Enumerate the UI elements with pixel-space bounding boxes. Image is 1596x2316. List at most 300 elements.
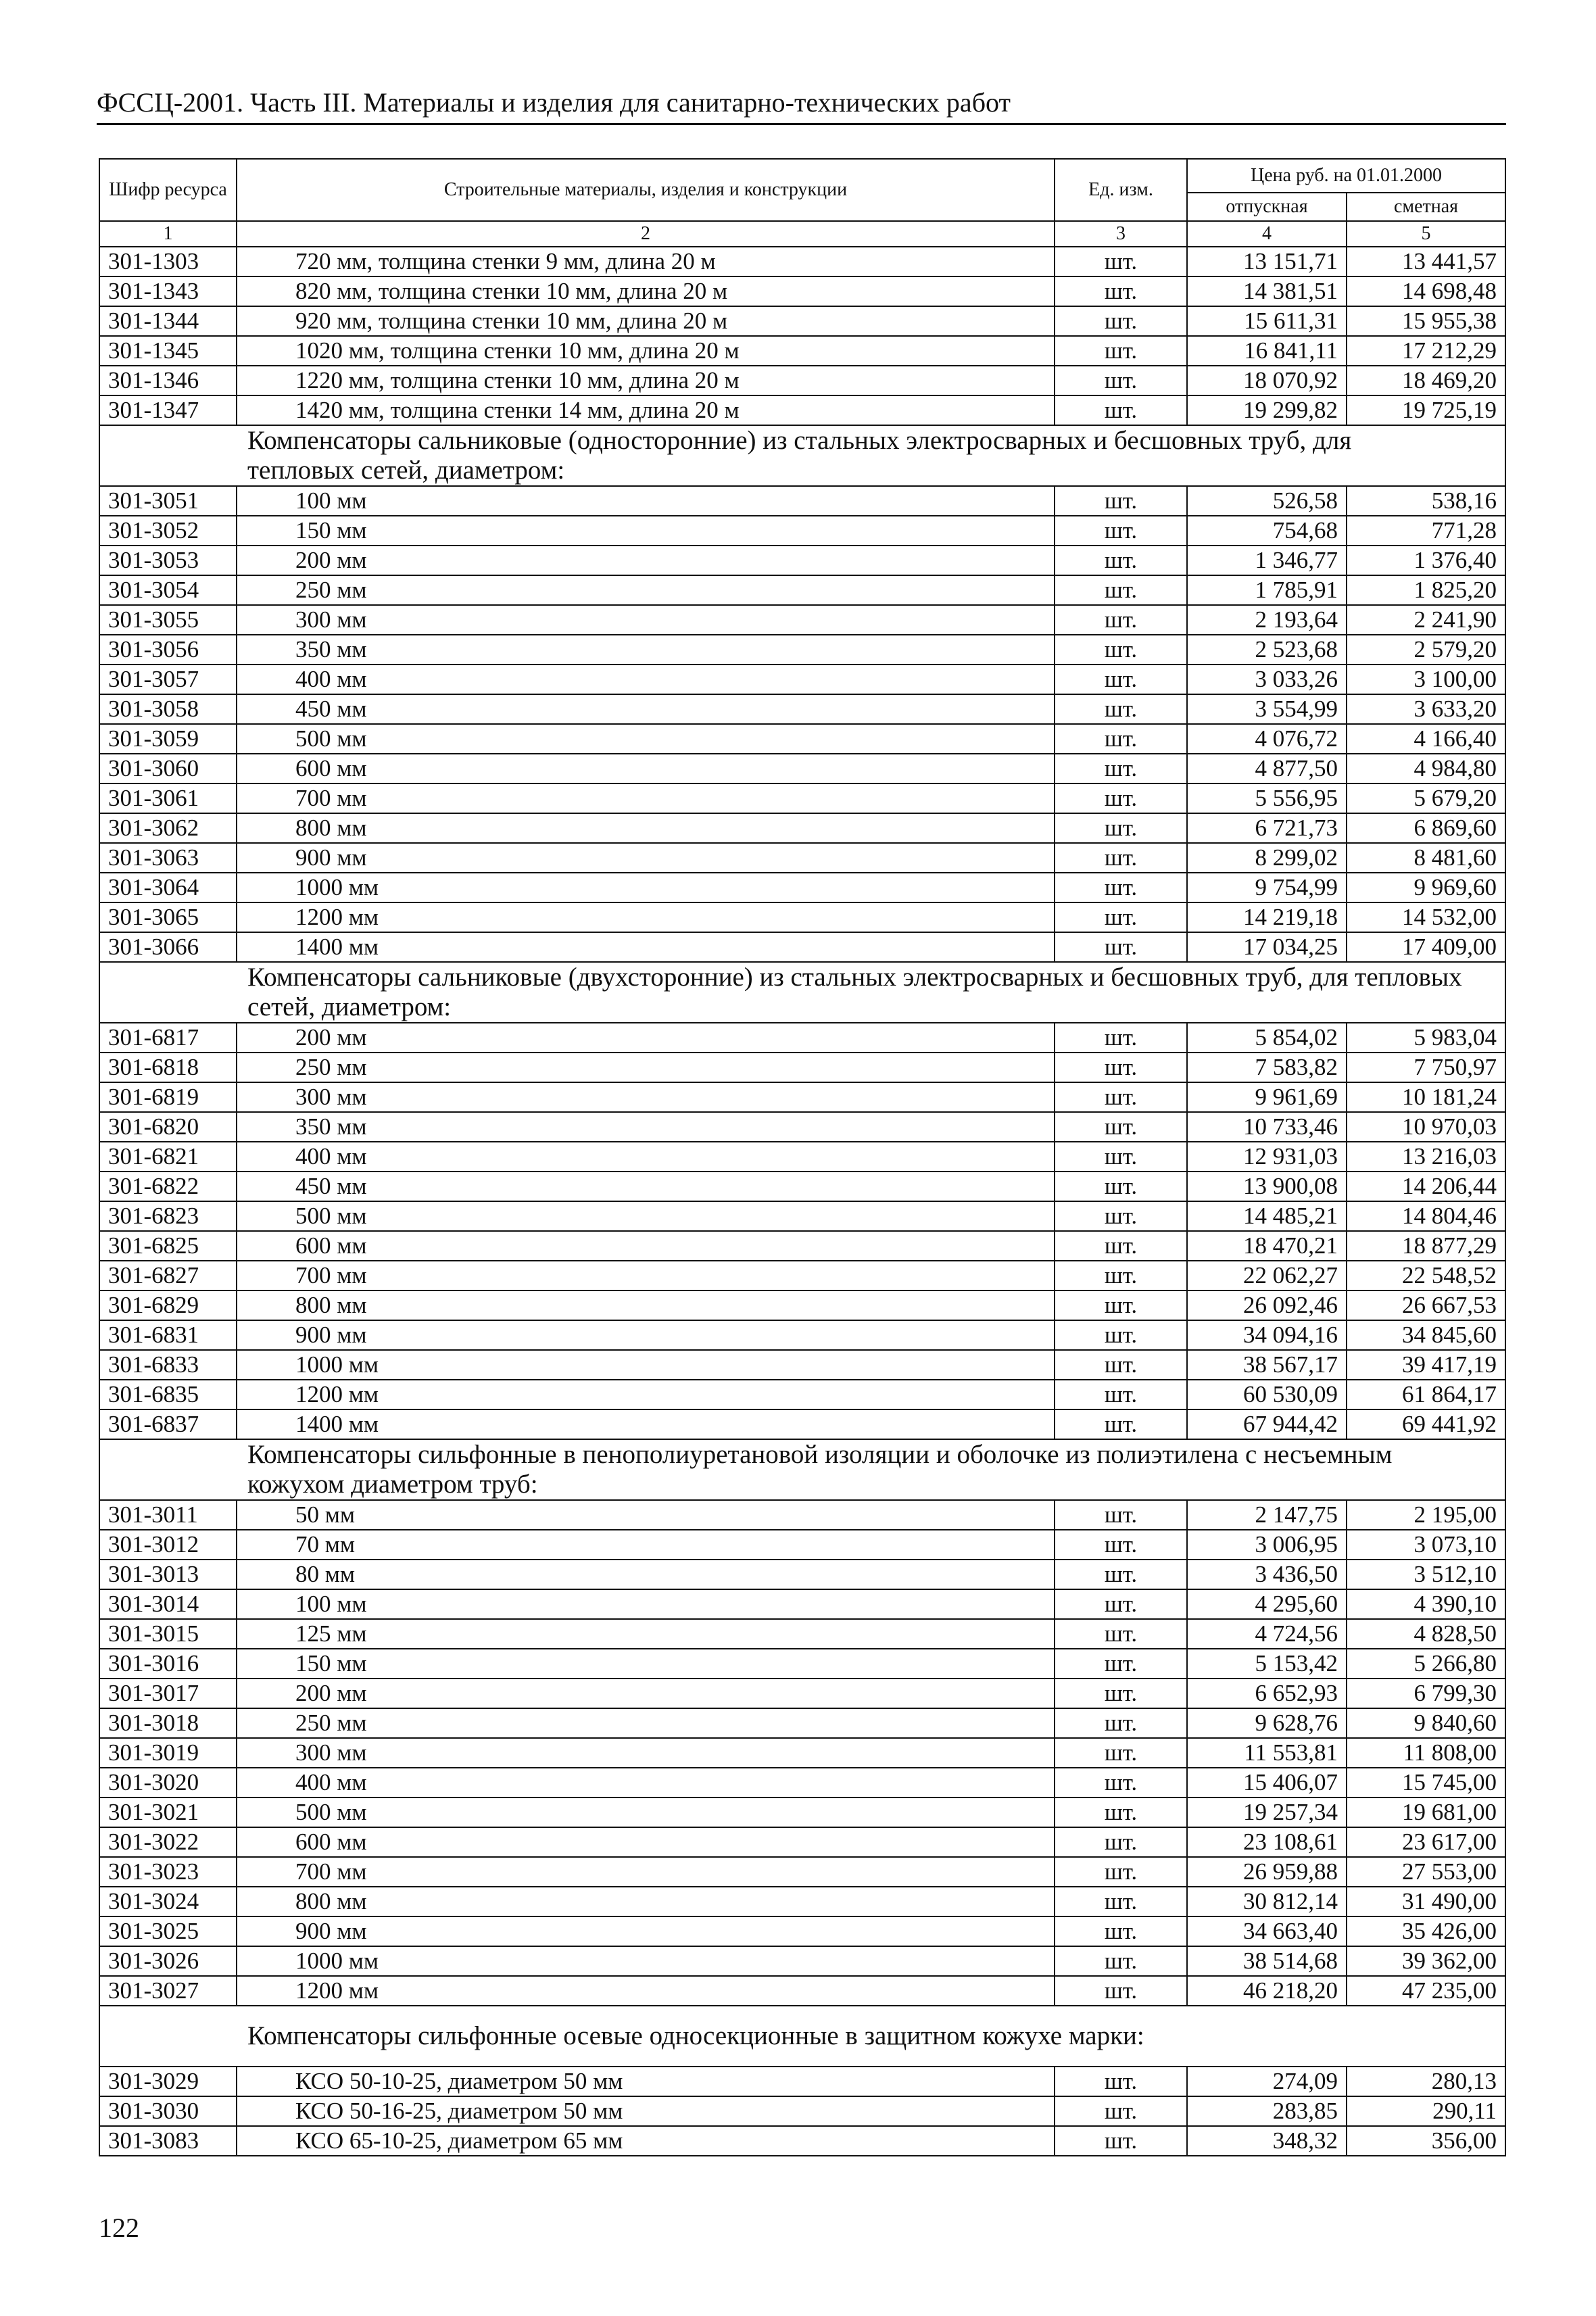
cell-code: 301-3065: [99, 902, 237, 932]
table-row: [99, 1679, 1505, 1708]
cell-price-release: 8 299,02: [1187, 843, 1347, 873]
cell-price-release: 4 877,50: [1187, 754, 1347, 783]
cell-unit: шт.: [1055, 1261, 1187, 1290]
cell-price-release: 15 406,07: [1187, 1768, 1347, 1798]
cell-price-release: 3 436,50: [1187, 1560, 1347, 1589]
cell-unit: шт.: [1055, 336, 1187, 366]
cell-price-release: 5 153,42: [1187, 1649, 1347, 1679]
cell-name: 500 мм: [237, 724, 1055, 754]
cell-price-estimate: 6 869,60: [1347, 813, 1505, 843]
cell-name: 200 мм: [237, 1023, 1055, 1053]
table-row: [99, 1887, 1505, 1916]
cell-price-release: 3 006,95: [1187, 1530, 1347, 1560]
cell-code: 301-3058: [99, 694, 237, 724]
table-row: [99, 1798, 1505, 1827]
cell-price-release: 9 754,99: [1187, 873, 1347, 902]
cell-name: 200 мм: [237, 1679, 1055, 1708]
cell-name: 1200 мм: [237, 902, 1055, 932]
cell-price-release: 274,09: [1187, 2067, 1347, 2096]
cell-name: 900 мм: [237, 1916, 1055, 1946]
cell-price-release: 26 959,88: [1187, 1857, 1347, 1887]
cell-price-estimate: 4 828,50: [1347, 1619, 1505, 1649]
cell-unit: шт.: [1055, 1053, 1187, 1082]
cell-price-estimate: 26 667,53: [1347, 1290, 1505, 1320]
cell-code: 301-3025: [99, 1916, 237, 1946]
cell-unit: шт.: [1055, 1231, 1187, 1261]
cell-code: 301-6821: [99, 1142, 237, 1172]
table-row: [99, 1142, 1505, 1172]
cell-name: 800 мм: [237, 813, 1055, 843]
cell-name: 200 мм: [237, 546, 1055, 575]
cell-price-estimate: 1 376,40: [1347, 546, 1505, 575]
cell-code: 301-1347: [99, 395, 237, 425]
cell-unit: шт.: [1055, 1560, 1187, 1589]
cell-code: 301-3021: [99, 1798, 237, 1827]
cell-price-estimate: 15 745,00: [1347, 1768, 1505, 1798]
cell-name: 920 мм, толщина стенки 10 мм, длина 20 м: [237, 306, 1055, 336]
cell-price-release: 2 193,64: [1187, 605, 1347, 635]
cell-unit: шт.: [1055, 1172, 1187, 1201]
cell-name: 150 мм: [237, 1649, 1055, 1679]
cell-price-estimate: 2 241,90: [1347, 605, 1505, 635]
cell-name: 125 мм: [237, 1619, 1055, 1649]
cell-price-estimate: 356,00: [1347, 2126, 1505, 2156]
cell-price-estimate: 280,13: [1347, 2067, 1505, 2096]
cell-price-estimate: 4 984,80: [1347, 754, 1505, 783]
table-row: [99, 605, 1505, 635]
section-title: Компенсаторы сильфонные осевые односекционные в защитном кожухе марки:: [99, 2006, 1505, 2067]
table-row: [99, 1500, 1505, 1530]
cell-name: 800 мм: [237, 1290, 1055, 1320]
cell-code: 301-3016: [99, 1649, 237, 1679]
cell-code: 301-3024: [99, 1887, 237, 1916]
table-row: [99, 1649, 1505, 1679]
table-row: [99, 932, 1505, 962]
cell-name: 350 мм: [237, 635, 1055, 665]
cell-price-release: 13 900,08: [1187, 1172, 1347, 1201]
cell-price-estimate: 39 362,00: [1347, 1946, 1505, 1976]
table-row: [99, 1857, 1505, 1887]
cell-name: 100 мм: [237, 1589, 1055, 1619]
cell-price-estimate: 15 955,38: [1347, 306, 1505, 336]
cell-price-release: 3 554,99: [1187, 694, 1347, 724]
cell-code: 301-1346: [99, 366, 237, 395]
table-row: [99, 1231, 1505, 1261]
cell-name: 400 мм: [237, 1768, 1055, 1798]
cell-name: 250 мм: [237, 575, 1055, 605]
cell-name: 250 мм: [237, 1053, 1055, 1082]
cell-price-release: 7 583,82: [1187, 1053, 1347, 1082]
cell-price-release: 19 299,82: [1187, 395, 1347, 425]
cell-code: 301-3029: [99, 2067, 237, 2096]
cell-code: 301-1343: [99, 276, 237, 306]
cell-price-release: 13 151,71: [1187, 247, 1347, 276]
cell-unit: шт.: [1055, 754, 1187, 783]
cell-price-release: 2 147,75: [1187, 1500, 1347, 1530]
cell-code: 301-6825: [99, 1231, 237, 1261]
col-header-name: Строительные материалы, изделия и конструкции: [237, 159, 1055, 221]
table-row: [99, 1708, 1505, 1738]
cell-price-release: 1 346,77: [1187, 546, 1347, 575]
cell-code: 301-1344: [99, 306, 237, 336]
cell-code: 301-3052: [99, 516, 237, 546]
cell-price-release: 34 094,16: [1187, 1320, 1347, 1350]
cell-price-estimate: 17 409,00: [1347, 932, 1505, 962]
table-row: [99, 1053, 1505, 1082]
table-row: [99, 1320, 1505, 1350]
table-row: [99, 813, 1505, 843]
col-header-price-group: Цена руб. на 01.01.2000: [1187, 159, 1505, 193]
cell-code: 301-3062: [99, 813, 237, 843]
col-number-3: 3: [1055, 221, 1187, 247]
cell-price-estimate: 290,11: [1347, 2096, 1505, 2126]
cell-price-release: 1 785,91: [1187, 575, 1347, 605]
cell-price-release: 18 470,21: [1187, 1231, 1347, 1261]
table-row: [99, 306, 1505, 336]
cell-unit: шт.: [1055, 1708, 1187, 1738]
cell-unit: шт.: [1055, 247, 1187, 276]
cell-price-estimate: 5 679,20: [1347, 783, 1505, 813]
cell-name: 1400 мм: [237, 932, 1055, 962]
cell-name: 50 мм: [237, 1500, 1055, 1530]
cell-unit: шт.: [1055, 902, 1187, 932]
cell-name: 1200 мм: [237, 1976, 1055, 2006]
cell-code: 301-6837: [99, 1409, 237, 1439]
cell-code: 301-3083: [99, 2126, 237, 2156]
cell-price-estimate: 22 548,52: [1347, 1261, 1505, 1290]
table-row: [99, 1619, 1505, 1649]
cell-price-release: 6 652,93: [1187, 1679, 1347, 1708]
cell-code: 301-6822: [99, 1172, 237, 1201]
cell-price-estimate: 13 441,57: [1347, 247, 1505, 276]
cell-name: 70 мм: [237, 1530, 1055, 1560]
cell-code: 301-3053: [99, 546, 237, 575]
table-row: [99, 1409, 1505, 1439]
cell-price-release: 17 034,25: [1187, 932, 1347, 962]
section-title: Компенсаторы сальниковые (двухсторонние) из стальных электросварных и бесшовных труб, для тепловых сетей, диаметром:: [99, 962, 1505, 1023]
cell-name: 150 мм: [237, 516, 1055, 546]
cell-unit: шт.: [1055, 932, 1187, 962]
table-row: [99, 1976, 1505, 2006]
cell-code: 301-6817: [99, 1023, 237, 1053]
table-row: [99, 575, 1505, 605]
cell-unit: шт.: [1055, 516, 1187, 546]
cell-unit: шт.: [1055, 813, 1187, 843]
section-row: [99, 962, 1505, 1023]
cell-unit: шт.: [1055, 276, 1187, 306]
cell-price-estimate: 8 481,60: [1347, 843, 1505, 873]
cell-unit: шт.: [1055, 1409, 1187, 1439]
cell-price-release: 14 381,51: [1187, 276, 1347, 306]
cell-name: 900 мм: [237, 843, 1055, 873]
cell-code: 301-3014: [99, 1589, 237, 1619]
table-row: [99, 873, 1505, 902]
table-row: [99, 843, 1505, 873]
table-row: [99, 486, 1505, 516]
cell-price-estimate: 13 216,03: [1347, 1142, 1505, 1172]
cell-code: 301-3054: [99, 575, 237, 605]
cell-name: 1420 мм, толщина стенки 14 мм, длина 20 м: [237, 395, 1055, 425]
cell-name: 600 мм: [237, 754, 1055, 783]
cell-price-release: 4 295,60: [1187, 1589, 1347, 1619]
cell-unit: шт.: [1055, 1946, 1187, 1976]
cell-price-release: 16 841,11: [1187, 336, 1347, 366]
cell-code: 301-6818: [99, 1053, 237, 1082]
cell-unit: шт.: [1055, 2067, 1187, 2096]
cell-price-estimate: 7 750,97: [1347, 1053, 1505, 1082]
cell-price-estimate: 14 804,46: [1347, 1201, 1505, 1231]
cell-code: 301-3030: [99, 2096, 237, 2126]
cell-price-estimate: 35 426,00: [1347, 1916, 1505, 1946]
table-row: [99, 1827, 1505, 1857]
cell-unit: шт.: [1055, 694, 1187, 724]
cell-code: 301-6829: [99, 1290, 237, 1320]
cell-price-estimate: 2 195,00: [1347, 1500, 1505, 1530]
cell-unit: шт.: [1055, 1976, 1187, 2006]
table-row: [99, 546, 1505, 575]
cell-price-release: 67 944,42: [1187, 1409, 1347, 1439]
cell-name: КСО 65-10-25, диаметром 65 мм: [237, 2126, 1055, 2156]
table-row: [99, 1768, 1505, 1798]
cell-price-estimate: 10 181,24: [1347, 1082, 1505, 1112]
cell-code: 301-6831: [99, 1320, 237, 1350]
table-row: [99, 395, 1505, 425]
table-row: [99, 1201, 1505, 1231]
cell-unit: шт.: [1055, 1649, 1187, 1679]
cell-price-release: 9 961,69: [1187, 1082, 1347, 1112]
cell-price-estimate: 18 877,29: [1347, 1231, 1505, 1261]
cell-unit: шт.: [1055, 306, 1187, 336]
cell-price-estimate: 11 808,00: [1347, 1738, 1505, 1768]
cell-name: 1400 мм: [237, 1409, 1055, 1439]
table-row: [99, 276, 1505, 306]
table-row: [99, 635, 1505, 665]
page-number: 122: [99, 2213, 139, 2243]
cell-price-release: 6 721,73: [1187, 813, 1347, 843]
table-row: [99, 902, 1505, 932]
cell-name: 820 мм, толщина стенки 10 мм, длина 20 м: [237, 276, 1055, 306]
cell-price-estimate: 23 617,00: [1347, 1827, 1505, 1857]
table-row: [99, 694, 1505, 724]
table-body: [99, 247, 1505, 2156]
cell-code: 301-3017: [99, 1679, 237, 1708]
cell-unit: шт.: [1055, 366, 1187, 395]
cell-price-release: 60 530,09: [1187, 1380, 1347, 1409]
table-row: [99, 366, 1505, 395]
cell-unit: шт.: [1055, 783, 1187, 813]
col-number-2: 2: [237, 221, 1055, 247]
section-row: [99, 425, 1505, 486]
cell-name: 600 мм: [237, 1231, 1055, 1261]
cell-price-estimate: 34 845,60: [1347, 1320, 1505, 1350]
cell-unit: шт.: [1055, 1619, 1187, 1649]
table-row: [99, 783, 1505, 813]
cell-unit: шт.: [1055, 1887, 1187, 1916]
cell-name: 900 мм: [237, 1320, 1055, 1350]
cell-price-estimate: 4 166,40: [1347, 724, 1505, 754]
price-table-container: [99, 158, 1505, 2156]
cell-code: 301-6827: [99, 1261, 237, 1290]
cell-name: 300 мм: [237, 1738, 1055, 1768]
cell-price-estimate: 3 073,10: [1347, 1530, 1505, 1560]
cell-price-estimate: 19 725,19: [1347, 395, 1505, 425]
cell-unit: шт.: [1055, 665, 1187, 694]
cell-price-estimate: 61 864,17: [1347, 1380, 1505, 1409]
cell-unit: шт.: [1055, 605, 1187, 635]
col-header-price-estimate: сметная: [1347, 193, 1505, 221]
cell-unit: шт.: [1055, 1380, 1187, 1409]
cell-code: 301-3064: [99, 873, 237, 902]
cell-unit: шт.: [1055, 1112, 1187, 1142]
cell-name: 450 мм: [237, 694, 1055, 724]
cell-price-release: 5 556,95: [1187, 783, 1347, 813]
cell-price-release: 283,85: [1187, 2096, 1347, 2126]
cell-unit: шт.: [1055, 1320, 1187, 1350]
col-header-code: Шифр ресурса: [99, 159, 237, 221]
cell-unit: шт.: [1055, 1201, 1187, 1231]
cell-name: 500 мм: [237, 1201, 1055, 1231]
cell-code: 301-3027: [99, 1976, 237, 2006]
cell-price-estimate: 538,16: [1347, 486, 1505, 516]
table-row: [99, 1380, 1505, 1409]
cell-price-release: 526,58: [1187, 486, 1347, 516]
table-row: [99, 1589, 1505, 1619]
cell-name: 1020 мм, толщина стенки 10 мм, длина 20 м: [237, 336, 1055, 366]
cell-code: 301-6823: [99, 1201, 237, 1231]
cell-price-estimate: 3 100,00: [1347, 665, 1505, 694]
table-row: [99, 1530, 1505, 1560]
cell-price-estimate: 3 633,20: [1347, 694, 1505, 724]
cell-unit: шт.: [1055, 486, 1187, 516]
cell-name: 700 мм: [237, 1261, 1055, 1290]
cell-price-estimate: 31 490,00: [1347, 1887, 1505, 1916]
table-row: [99, 516, 1505, 546]
cell-price-release: 12 931,03: [1187, 1142, 1347, 1172]
cell-unit: шт.: [1055, 575, 1187, 605]
cell-code: 301-3051: [99, 486, 237, 516]
cell-unit: шт.: [1055, 1768, 1187, 1798]
cell-unit: шт.: [1055, 1857, 1187, 1887]
cell-unit: шт.: [1055, 546, 1187, 575]
cell-name: 100 мм: [237, 486, 1055, 516]
table-row: [99, 1946, 1505, 1976]
cell-code: 301-3023: [99, 1857, 237, 1887]
section-row: [99, 2006, 1505, 2067]
cell-unit: шт.: [1055, 1679, 1187, 1708]
cell-price-release: 38 514,68: [1187, 1946, 1347, 1976]
cell-code: 301-1303: [99, 247, 237, 276]
cell-code: 301-3057: [99, 665, 237, 694]
cell-price-estimate: 14 532,00: [1347, 902, 1505, 932]
table-row: [99, 2126, 1505, 2156]
cell-price-estimate: 4 390,10: [1347, 1589, 1505, 1619]
cell-name: 500 мм: [237, 1798, 1055, 1827]
cell-code: 301-3018: [99, 1708, 237, 1738]
cell-code: 301-3056: [99, 635, 237, 665]
cell-name: 400 мм: [237, 665, 1055, 694]
cell-code: 301-3063: [99, 843, 237, 873]
cell-name: 350 мм: [237, 1112, 1055, 1142]
section-title: Компенсаторы сильфонные в пенополиуретановой изоляции и оболочке из полиэтилена с несъемным кожухом диаметром труб:: [99, 1439, 1505, 1500]
cell-unit: шт.: [1055, 1530, 1187, 1560]
table-row: [99, 2067, 1505, 2096]
cell-code: 301-6835: [99, 1380, 237, 1409]
table-row: [99, 1172, 1505, 1201]
cell-price-estimate: 5 266,80: [1347, 1649, 1505, 1679]
section-row: [99, 1439, 1505, 1500]
table-row: [99, 1290, 1505, 1320]
table-row: [99, 724, 1505, 754]
cell-price-release: 4 076,72: [1187, 724, 1347, 754]
cell-code: 301-3022: [99, 1827, 237, 1857]
cell-unit: шт.: [1055, 1798, 1187, 1827]
cell-unit: шт.: [1055, 2096, 1187, 2126]
table-row: [99, 336, 1505, 366]
cell-name: 1000 мм: [237, 1946, 1055, 1976]
cell-code: 301-3015: [99, 1619, 237, 1649]
cell-code: 301-1345: [99, 336, 237, 366]
cell-price-release: 46 218,20: [1187, 1976, 1347, 2006]
cell-unit: шт.: [1055, 1350, 1187, 1380]
cell-code: 301-3060: [99, 754, 237, 783]
cell-code: 301-3019: [99, 1738, 237, 1768]
cell-price-estimate: 5 983,04: [1347, 1023, 1505, 1053]
cell-price-release: 3 033,26: [1187, 665, 1347, 694]
table-row: [99, 754, 1505, 783]
cell-code: 301-3020: [99, 1768, 237, 1798]
table-row: [99, 2096, 1505, 2126]
table-row: [99, 1082, 1505, 1112]
cell-name: 720 мм, толщина стенки 9 мм, длина 20 м: [237, 247, 1055, 276]
cell-name: 700 мм: [237, 783, 1055, 813]
section-title: Компенсаторы сальниковые (односторонние) из стальных электросварных и бесшовных труб, для тепловых сетей, диаметром:: [99, 425, 1505, 486]
cell-price-estimate: 9 840,60: [1347, 1708, 1505, 1738]
table-row: [99, 1350, 1505, 1380]
cell-price-release: 22 062,27: [1187, 1261, 1347, 1290]
col-number-1: 1: [99, 221, 237, 247]
cell-price-estimate: 771,28: [1347, 516, 1505, 546]
cell-name: 300 мм: [237, 1082, 1055, 1112]
cell-name: 1220 мм, толщина стенки 10 мм, длина 20 м: [237, 366, 1055, 395]
cell-price-estimate: 14 698,48: [1347, 276, 1505, 306]
cell-code: 301-3059: [99, 724, 237, 754]
cell-code: 301-6820: [99, 1112, 237, 1142]
cell-price-release: 11 553,81: [1187, 1738, 1347, 1768]
cell-code: 301-3026: [99, 1946, 237, 1976]
table-row: [99, 1261, 1505, 1290]
cell-unit: шт.: [1055, 1589, 1187, 1619]
cell-unit: шт.: [1055, 873, 1187, 902]
cell-name: 450 мм: [237, 1172, 1055, 1201]
table-row: [99, 1560, 1505, 1589]
cell-price-release: 10 733,46: [1187, 1112, 1347, 1142]
cell-price-estimate: 3 512,10: [1347, 1560, 1505, 1589]
cell-unit: шт.: [1055, 395, 1187, 425]
cell-price-estimate: 6 799,30: [1347, 1679, 1505, 1708]
cell-price-release: 754,68: [1187, 516, 1347, 546]
cell-code: 301-3055: [99, 605, 237, 635]
cell-name: 300 мм: [237, 605, 1055, 635]
cell-name: КСО 50-10-25, диаметром 50 мм: [237, 2067, 1055, 2096]
cell-name: 250 мм: [237, 1708, 1055, 1738]
cell-price-estimate: 39 417,19: [1347, 1350, 1505, 1380]
cell-price-estimate: 10 970,03: [1347, 1112, 1505, 1142]
page-header: ФССЦ-2001. Часть III. Материалы и изделия для санитарно-технических работ: [97, 87, 1506, 125]
cell-name: 800 мм: [237, 1887, 1055, 1916]
cell-price-release: 14 485,21: [1187, 1201, 1347, 1231]
table-row: [99, 1738, 1505, 1768]
cell-name: 700 мм: [237, 1857, 1055, 1887]
